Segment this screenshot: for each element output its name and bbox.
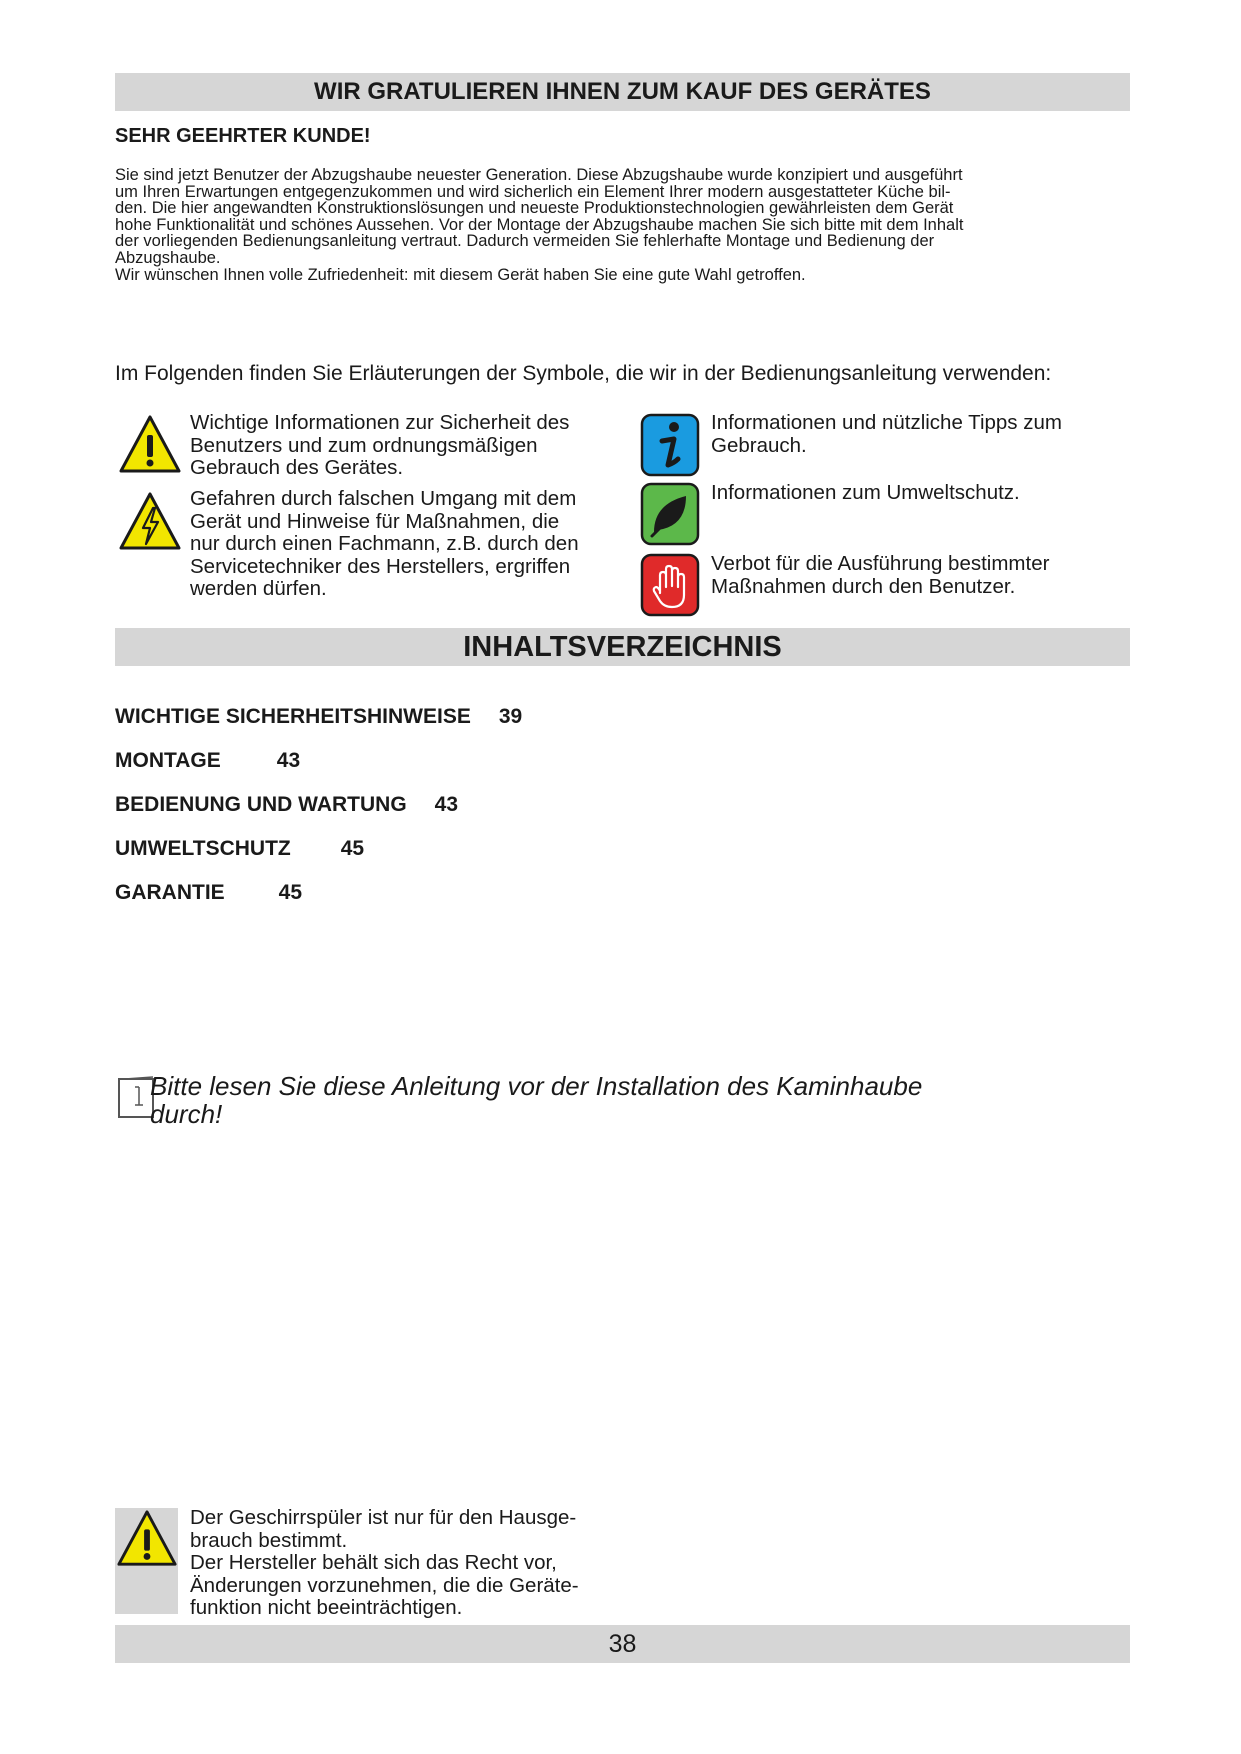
toc-item-label: UMWELTSCHUTZ (115, 837, 291, 860)
electric-line: werden dürfen. (190, 577, 327, 600)
warning-line: Gebrauch des Gerätes. (190, 456, 404, 479)
toc-item (115, 705, 522, 729)
intro-line: Abzugshaube. (115, 248, 221, 267)
electric-line: Gerät und Hinweise für Maßnahmen, die (190, 509, 560, 533)
page-title: WIR GRATULIEREN IHNEN ZUM KAUF DES GERÄTES (314, 78, 931, 105)
intro-line: hohe Funktionalität und schönes Aussehen. Vor der Montage der Abzugshaube machen Sie sich bitte mit dem Inhalt (115, 215, 964, 234)
info-line: Gebrauch. (711, 433, 807, 457)
toc-item (115, 881, 302, 905)
intro-line: um Ihren Erwartungen entgegenzukommen und wird sicherlich ein Element Ihrer modern ausgestatteter Küche bil- (115, 182, 951, 201)
toc-title: INHALTSVERZEICHNIS (463, 631, 782, 663)
bottom-note-line: Der Geschirrspüler ist nur für den Hausge- (190, 1506, 577, 1529)
stop-hand-icon (640, 553, 700, 617)
read-note-line: Bitte lesen Sie diese Anleitung vor der Installation des Kaminhaube (150, 1071, 923, 1101)
warning-line: Benutzers und zum ordnungsmäßigen (190, 433, 538, 457)
bottom-note-line: funktion nicht beeinträchtigen. (190, 1596, 463, 1619)
symbols-intro: Im Folgenden finden Sie Erläuterungen der Symbole, die wir in der Bedienungsanleitung verwenden: (115, 362, 1052, 385)
toc-item-label: GARANTIE (115, 881, 225, 904)
prohibited-line: Verbot für die Ausführung bestimmter (711, 552, 1050, 575)
toc-header-bar (115, 628, 1130, 666)
footer-bar (115, 1625, 1130, 1663)
toc-item-page: 39 (498, 705, 523, 728)
intro-line: der vorliegenden Bedienungsanleitung vertraut. Dadurch vermeiden Sie fehlerhafte Montage und Bedienung der (115, 232, 935, 251)
toc-item-label: BEDIENUNG UND WARTUNG (115, 793, 407, 816)
warning-line: Wichtige Informationen zur Sicherheit des (190, 411, 570, 434)
toc-item-page: 43 (434, 793, 459, 816)
warning-triangle-icon (118, 413, 182, 477)
toc-item-label: MONTAGE (115, 749, 221, 772)
intro-line: Sie sind jetzt Benutzer der Abzugshaube neuester Generation. Diese Abzugshaube wurde konzipiert und ausgeführt (115, 166, 963, 184)
environment-line: Informationen zum Umweltschutz. (711, 481, 1020, 504)
bottom-note-line: Der Hersteller behält sich das Recht vor, (190, 1551, 557, 1574)
header-bar (115, 73, 1130, 111)
page-number: 38 (608, 1630, 637, 1658)
greeting: SEHR GEEHRTER KUNDE! (115, 125, 371, 147)
toc-item-page: 43 (276, 749, 301, 772)
toc-item (115, 837, 364, 861)
prohibited-description (711, 553, 1049, 598)
toc-item (115, 793, 458, 817)
electric-line: Servicetechniker des Herstellers, ergriffen (190, 554, 571, 578)
info-line: Informationen und nützliche Tipps zum (711, 411, 1062, 434)
toc-item-page: 45 (340, 837, 365, 860)
electric-hazard-icon (118, 490, 182, 554)
read-note-line: durch! (150, 1099, 223, 1129)
prohibited-line: Maßnahmen durch den Benutzer. (711, 574, 1016, 598)
warning-description (190, 412, 569, 480)
warning-triangle-icon (116, 1508, 178, 1570)
intro-paragraph (115, 167, 1135, 283)
intro-line: den. Die hier angewandten Konstruktionslösungen und neueste Produktionstechnologien gewährleisten dem Gerät (115, 199, 954, 218)
electric-description (190, 488, 579, 601)
bottom-note (190, 1507, 579, 1620)
info-icon (640, 413, 700, 477)
leaf-icon (640, 482, 700, 546)
info-description (711, 412, 1062, 457)
read-instructions-note (150, 1072, 922, 1128)
toc-item-page: 45 (278, 881, 303, 904)
electric-line: nur durch einen Fachmann, z.B. durch den (190, 532, 579, 555)
intro-line: Wir wünschen Ihnen volle Zufriedenheit: mit diesem Gerät haben Sie eine gute Wahl getroffen. (115, 265, 806, 284)
bottom-note-line: Änderungen vorzunehmen, die die Geräte- (190, 1573, 579, 1597)
bottom-note-icon-box (115, 1508, 178, 1614)
bottom-note-line: brauch bestimmt. (190, 1528, 348, 1552)
environment-description (711, 482, 1020, 505)
toc-item-label: WICHTIGE SICHERHEITSHINWEISE (115, 705, 471, 728)
electric-line: Gefahren durch falschen Umgang mit dem (190, 487, 577, 510)
toc-item (115, 749, 300, 773)
